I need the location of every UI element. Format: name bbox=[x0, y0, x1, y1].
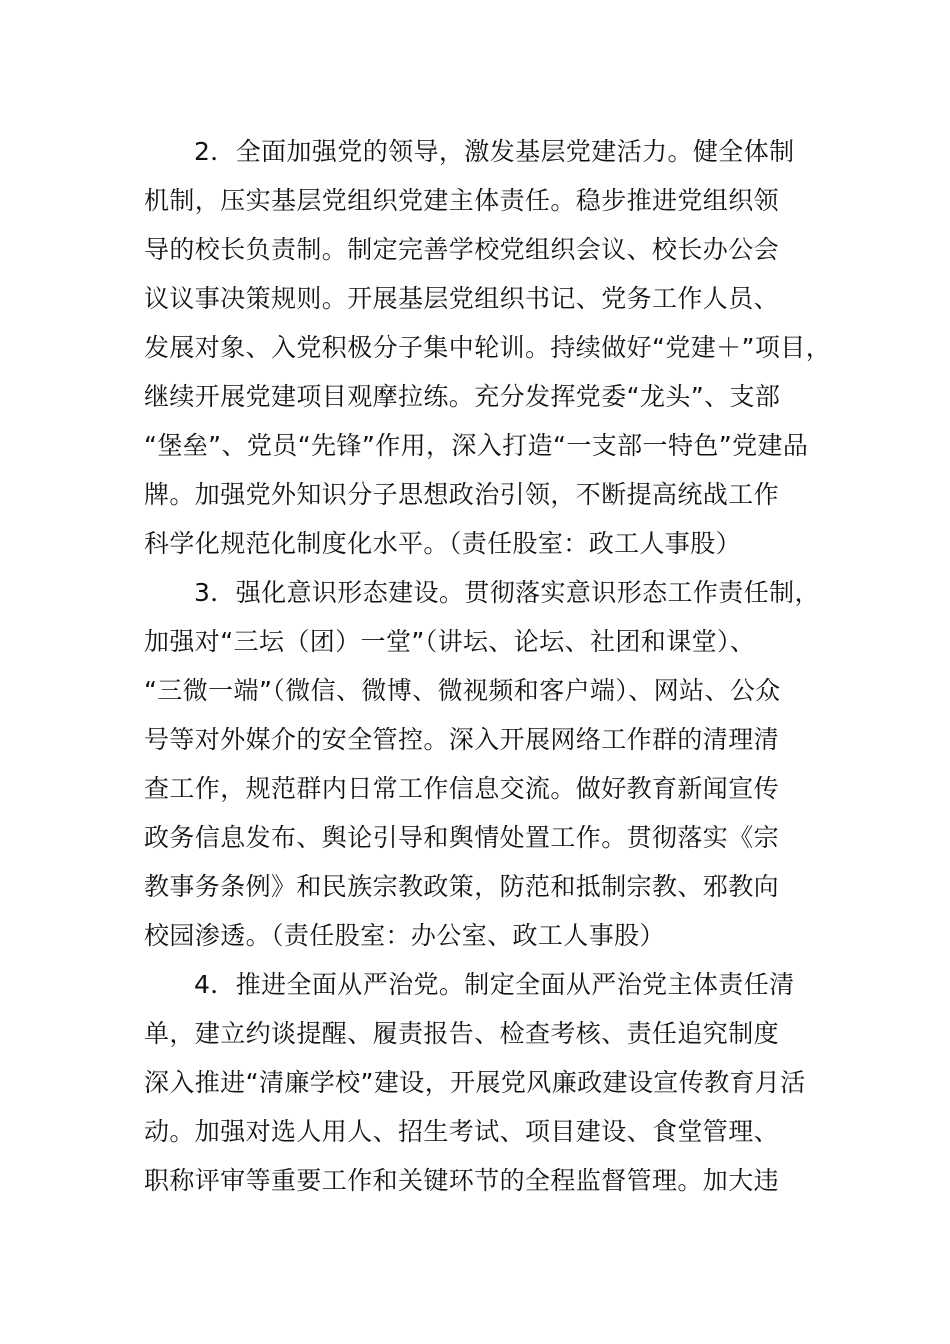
paragraph-4-line-5: 职称评审等重要工作和关键环节的全程监督管理。加大违 bbox=[144, 1166, 780, 1195]
document-body bbox=[144, 127, 834, 1205]
paragraph-2-line-4: 议议事决策规则。开展基层党组织书记、党务工作人员、 bbox=[144, 284, 780, 313]
paragraph-3-line-2: 加强对“三坛（团）一堂”（讲坛、论坛、社团和课堂）、 bbox=[144, 627, 756, 656]
paragraph-4-line-2: 单，建立约谈提醒、履责报告、检查考核、责任追究制度 bbox=[144, 1019, 780, 1048]
paragraph-4-line-1: 4．推进全面从严治党。制定全面从严治党主体责任清 bbox=[194, 970, 795, 999]
paragraph-2-line-7: “堡垒”、党员“先锋”作用，深入打造“一支部一特色”党建品 bbox=[144, 431, 809, 460]
paragraph-2-line-2: 机制，压实基层党组织党建主体责任。稳步推进党组织领 bbox=[144, 186, 780, 215]
paragraph-3-line-3: “三微一端”（微信、微博、微视频和客户端）、网站、公众 bbox=[144, 676, 781, 705]
paragraph-3-line-7: 教事务条例》和民族宗教政策，防范和抵制宗教、邪教向 bbox=[144, 872, 780, 901]
paragraph-3-line-5: 查工作，规范群内日常工作信息交流。做好教育新闻宣传 bbox=[144, 774, 780, 803]
paragraph-3-line-4: 号等对外媒介的安全管控。深入开展网络工作群的清理清 bbox=[144, 725, 780, 754]
paragraph-3-line-6: 政务信息发布、舆论引导和舆情处置工作。贯彻落实《宗 bbox=[144, 823, 780, 852]
paragraph-2-line-5: 发展对象、入党积极分子集中轮训。持续做好“党建＋”项目， bbox=[144, 333, 832, 362]
paragraph-2-line-1: 2．全面加强党的领导，激发基层党建活力。健全体制 bbox=[194, 137, 795, 166]
paragraph-4-line-3: 深入推进“清廉学校”建设，开展党风廉政建设宣传教育月活 bbox=[144, 1068, 806, 1097]
paragraph-3-line-8: 校园渗透。（责任股室：办公室、政工人事股） bbox=[144, 921, 665, 950]
paragraph-2-line-9: 科学化规范化制度化水平。（责任股室：政工人事股） bbox=[144, 529, 742, 558]
paragraph-2-line-3: 导的校长负责制。制定完善学校党组织会议、校长办公会 bbox=[144, 235, 780, 264]
paragraph-4-line-4: 动。加强对选人用人、招生考试、项目建设、食堂管理、 bbox=[144, 1117, 780, 1146]
paragraph-2-line-6: 继续开展党建项目观摩拉练。充分发挥党委“龙头”、支部 bbox=[144, 382, 781, 411]
paragraph-3-line-1: 3．强化意识形态建设。贯彻落实意识形态工作责任制， bbox=[194, 578, 820, 607]
paragraph-2-line-8: 牌。加强党外知识分子思想政治引领，不断提高统战工作 bbox=[144, 480, 780, 509]
